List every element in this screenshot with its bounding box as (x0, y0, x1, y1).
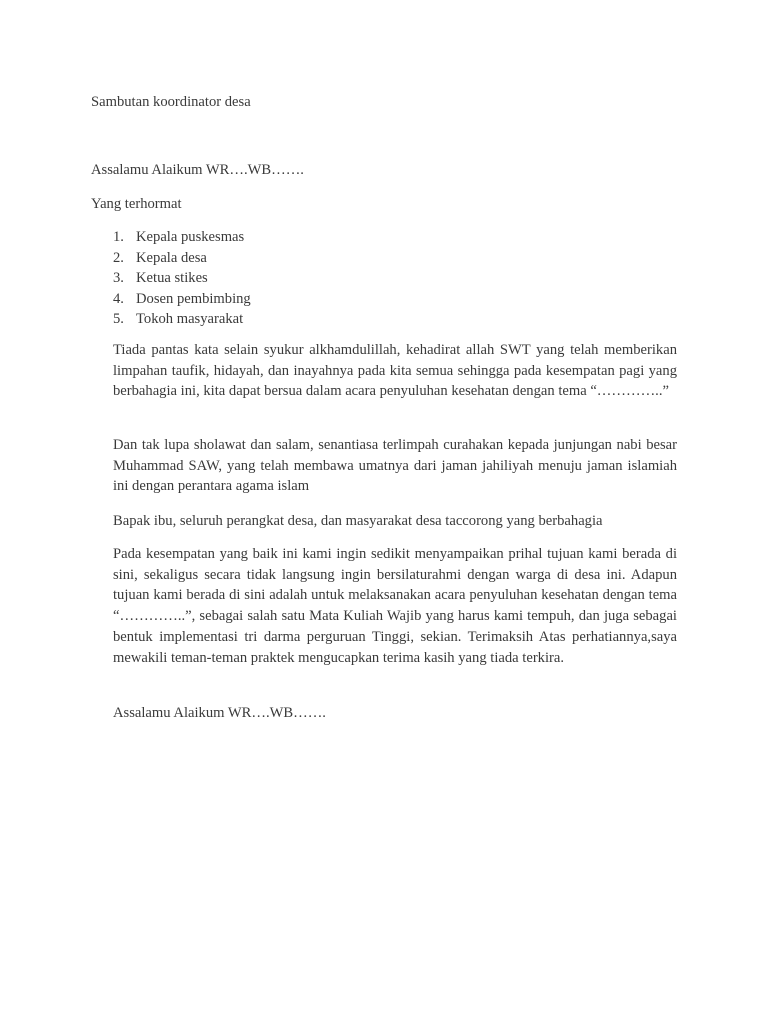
list-number: 1. (113, 229, 124, 245)
paragraph-audience-address: Bapak ibu, seluruh perangkat desa, dan masyarakat desa taccorong yang berbahagia (113, 513, 603, 529)
list-text: Dosen pembimbing (136, 290, 251, 307)
list-item (113, 227, 251, 248)
honored-guests-list (113, 227, 251, 330)
document-title: Sambutan koordinator desa (91, 94, 251, 110)
list-item (113, 309, 251, 330)
salutation-heading: Yang terhormat (91, 196, 182, 212)
list-number: 4. (113, 290, 124, 307)
list-number: 3. (113, 270, 124, 286)
list-item (113, 268, 251, 289)
list-item (113, 248, 251, 269)
list-text: Kepala puskesmas (136, 229, 245, 245)
paragraph-gratitude: Tiada pantas kata selain syukur alkhamdulillah, kehadirat allah SWT yang telah memberikan limpahan taufik, hidayah, dan inayahnya pada kita semua sehingga pada kesempatan pagi yang berbahagia ini, kita dapat bersua dalam acara penyuluhan kesehatan dengan tema “…………..” (113, 342, 677, 400)
paragraph-sholawat: Dan tak lupa sholawat dan salam, senantiasa terlimpah curahakan kepada junjungan nabi besar Muhammad SAW, yang telah membawa umatnya dari jaman jahiliyah menuju jaman islamiah ini dengan perantara agama islam (113, 437, 677, 495)
closing-greeting: Assalamu Alaikum WR….WB……. (113, 705, 326, 721)
list-text: Kepala desa (136, 249, 207, 266)
opening-greeting: Assalamu Alaikum WR….WB……. (91, 162, 304, 178)
list-item (113, 289, 251, 310)
list-text: Tokoh masyarakat (136, 311, 244, 327)
list-number: 2. (113, 249, 124, 266)
list-number: 5. (113, 311, 124, 327)
paragraph-purpose: Pada kesempatan yang baik ini kami ingin sedikit menyampaikan prihal tujuan kami berada di sini, sekaligus secara tidak langsung ingin bersilaturahmi dengan warga di desa ini. Adapun tujuan kami berada di sini adalah untuk melaksanakan acara penyuluhan kesehatan dengan tema “…………..”, sebagai salah satu Mata Kuliah Wajib yang harus kami tempuh, dan juga sebagai bentuk implementasi tri darma perguruan Tinggi, sekian. Terimaksih Atas perhatiannya,saya mewakili teman-teman praktek mengucapkan terima kasih yang tiada terkira. (113, 546, 677, 666)
list-text: Ketua stikes (136, 270, 208, 286)
